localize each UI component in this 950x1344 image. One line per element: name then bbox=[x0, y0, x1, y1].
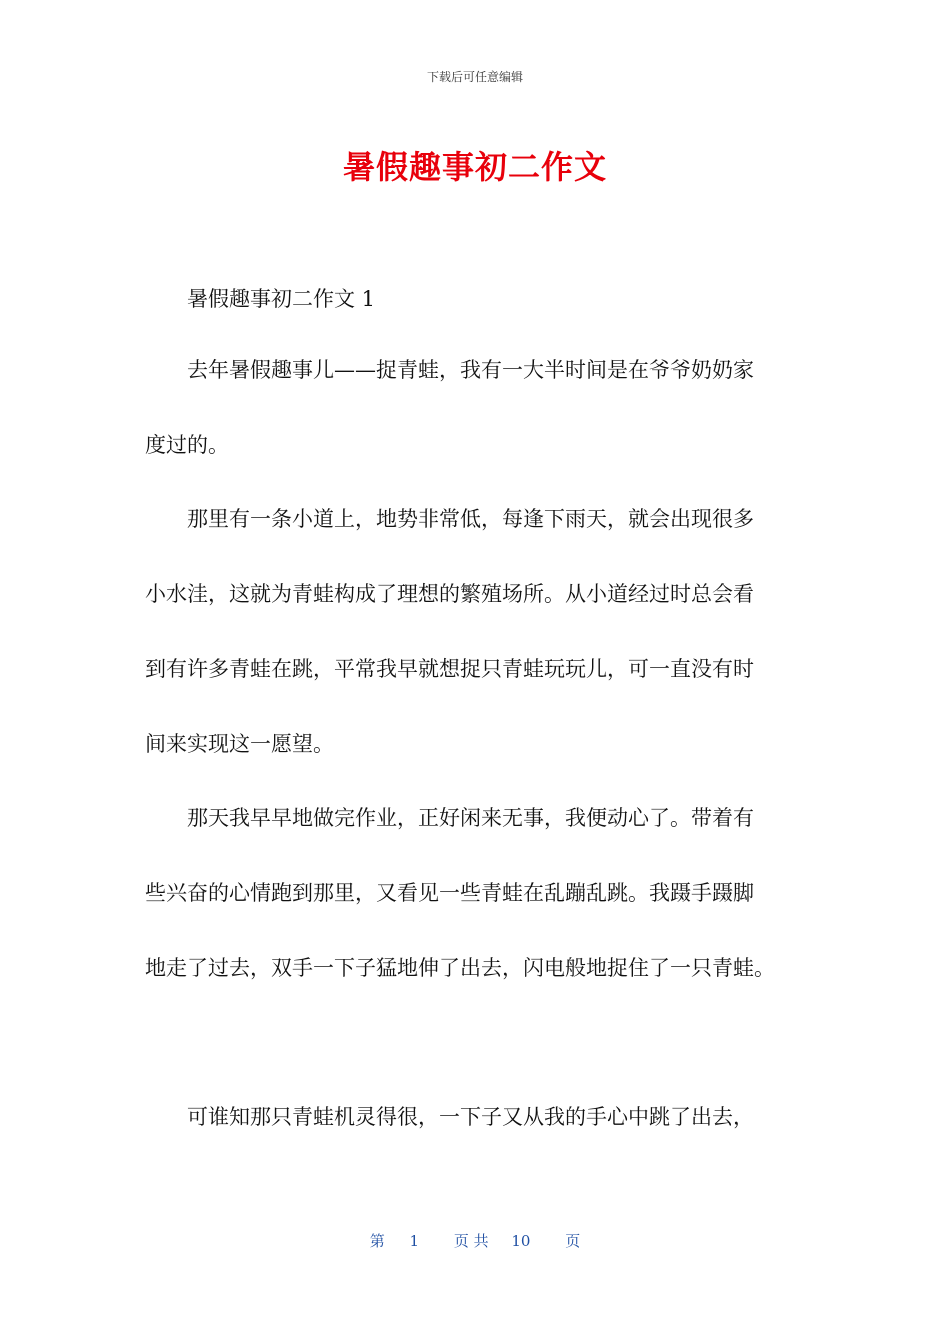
paragraph-line: 些兴奋的心情跑到那里，又看见一些青蛙在乱蹦乱跳。我蹑手蹑脚 bbox=[145, 881, 754, 905]
paragraph-line: 可谁知那只青蛙机灵得很，一下子又从我的手心中跳了出去， bbox=[187, 1105, 754, 1129]
paragraph-line: 那里有一条小道上，地势非常低，每逢下雨天，就会出现很多 bbox=[187, 507, 754, 531]
paragraph-2 bbox=[145, 333, 825, 483]
paragraph-1 bbox=[145, 262, 825, 337]
footer-total-pages: 10 bbox=[511, 1232, 531, 1250]
paragraph-line: 间来实现这一愿望。 bbox=[145, 732, 334, 756]
paragraph-line: 地走了过去，双手一下子猛地伸了出去，闪电般地捉住了一只青蛙。 bbox=[145, 956, 775, 980]
footer-current-page: 1 bbox=[409, 1232, 420, 1250]
paragraph-line: 度过的。 bbox=[145, 433, 229, 457]
header-note: 下载后可任意编辑 bbox=[426, 70, 523, 84]
paragraph-line: 到有许多青蛙在跳，平常我早就想捉只青蛙玩玩儿，可一直没有时 bbox=[145, 657, 754, 681]
footer-label-end: 页 bbox=[565, 1232, 581, 1250]
footer-label-of: 页 共 bbox=[453, 1232, 489, 1250]
paragraph-line: 那天我早早地做完作业，正好闲来无事，我便动心了。带着有 bbox=[187, 806, 754, 830]
footer-label-page: 第 bbox=[369, 1232, 385, 1250]
document-title: 暑假趣事初二作文 bbox=[342, 148, 607, 186]
paragraph-line: 暑假趣事初二作文 1 bbox=[187, 287, 376, 311]
paragraph-3 bbox=[145, 482, 825, 782]
page-footer bbox=[0, 1230, 950, 1251]
paragraph-5 bbox=[145, 1080, 825, 1155]
paragraph-line: 小水洼，这就为青蛙构成了理想的繁殖场所。从小道经过时总会看 bbox=[145, 582, 754, 606]
paragraph-4 bbox=[145, 781, 825, 1006]
paragraph-line: 去年暑假趣事儿——捉青蛙，我有一大半时间是在爷爷奶奶家 bbox=[187, 358, 754, 382]
